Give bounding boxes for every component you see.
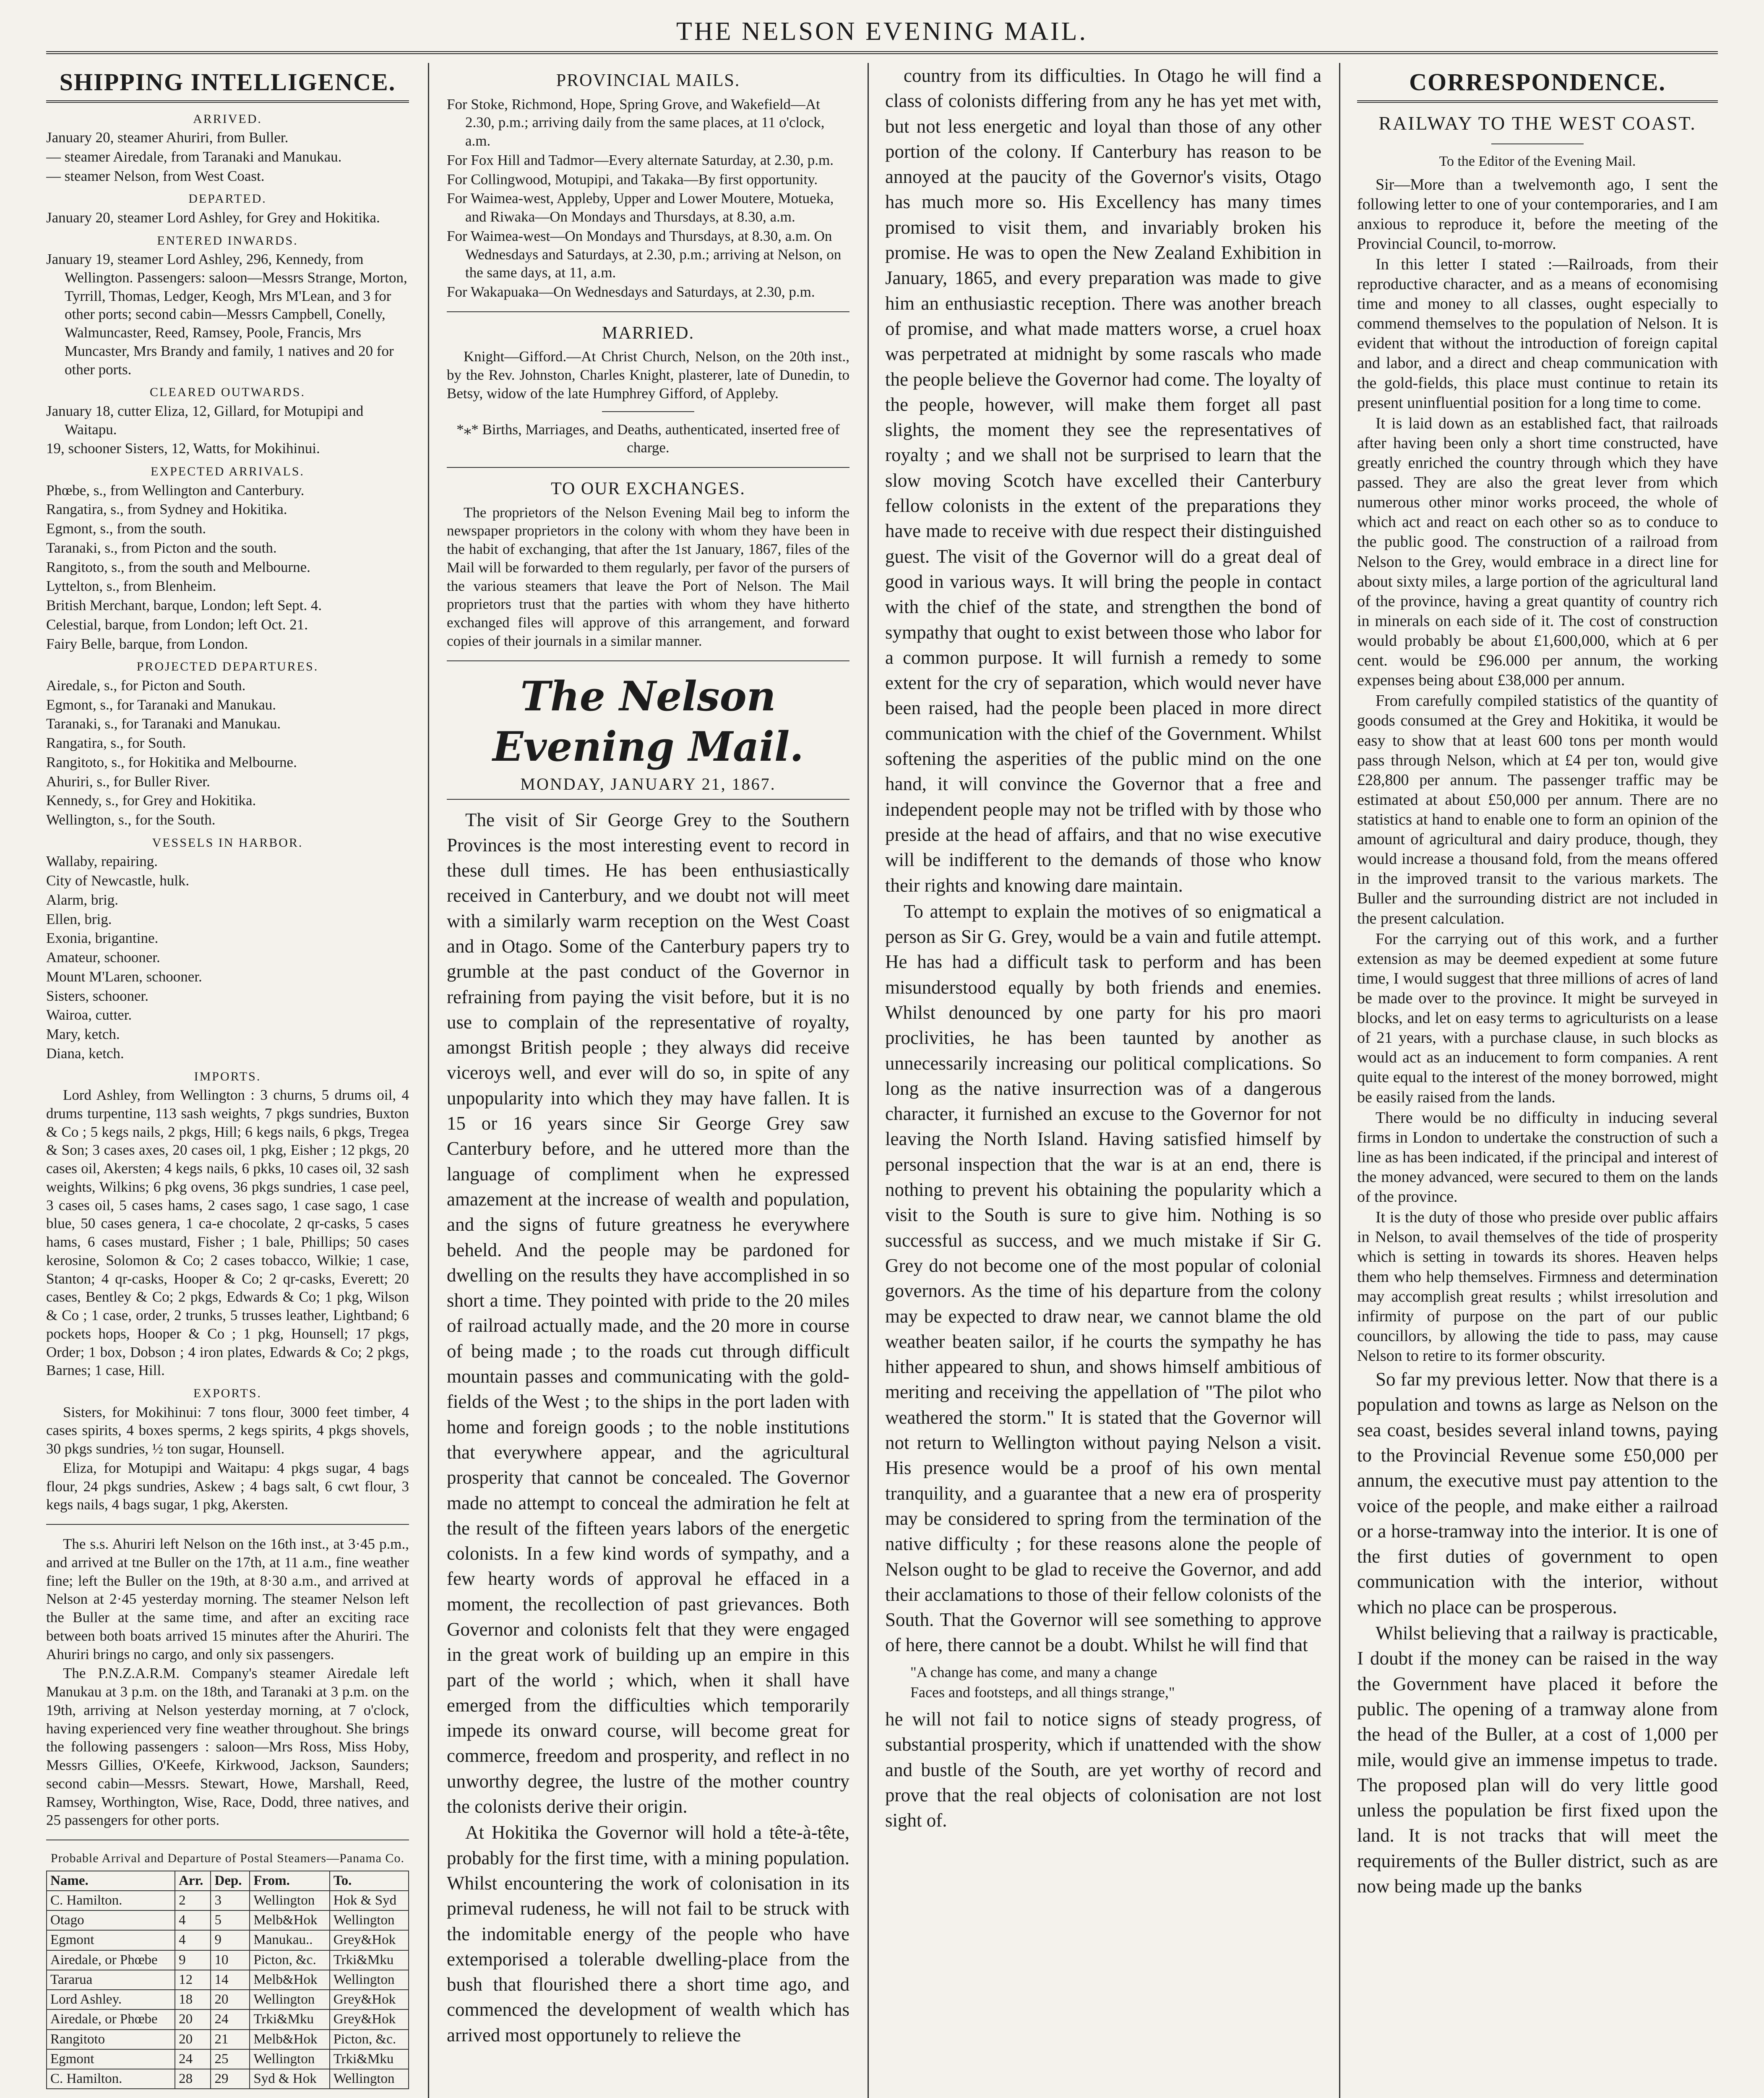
schedule-cell-arr: 20 bbox=[175, 2030, 211, 2049]
arrived-item: — steamer Nelson, from West Coast. bbox=[46, 167, 265, 184]
entered-list bbox=[46, 250, 409, 378]
harbor-item: Alarm, brig. bbox=[46, 891, 119, 908]
column-correspondence bbox=[1357, 63, 1718, 2098]
projected-item: Egmont, s., for Taranaki and Manukau. bbox=[46, 696, 276, 713]
harbor-item: Wairoa, cutter. bbox=[46, 1007, 132, 1023]
schedule-cell-arr: 24 bbox=[175, 2049, 211, 2069]
schedule-body bbox=[47, 1891, 409, 2089]
expected-item: Fairy Belle, barque, from London. bbox=[46, 635, 248, 652]
harbor-item: Wallaby, repairing. bbox=[46, 853, 158, 870]
heading-rule bbox=[1357, 100, 1718, 105]
imports-heading: IMPORTS. bbox=[194, 1069, 261, 1083]
schedule-cell-arr: 4 bbox=[175, 1910, 211, 1930]
schedule-row bbox=[47, 1910, 409, 1930]
projected-item: Kennedy, s., for Grey and Hokitika. bbox=[46, 792, 256, 809]
harbor-item: Amateur, schooner. bbox=[46, 949, 160, 965]
expected-list bbox=[46, 481, 409, 653]
letter-continuation bbox=[1357, 1367, 1718, 1899]
schedule-cell-to: Trki&Mku bbox=[330, 1950, 409, 1970]
provincial-list bbox=[447, 95, 849, 301]
exports-item: Eliza, for Motupipi and Waitapu: 4 pkgs sugar, 4 bags flour, 24 pkgs sundries, Askew ; 4 bags salt, 6 cwt flour, 3 kegs nails, 4 bags sugar, 1 pkg, Akersten. bbox=[46, 1459, 409, 1513]
schedule-cell-to: Wellington bbox=[330, 2069, 409, 2089]
section-rule bbox=[447, 799, 849, 800]
arrived-list bbox=[46, 128, 409, 185]
expected-item: Taranaki, s., from Picton and the south. bbox=[46, 539, 277, 556]
schedule-row bbox=[47, 1930, 409, 1950]
schedule-cell-arr: 2 bbox=[175, 1891, 211, 1910]
expected-item: Egmont, s., from the south. bbox=[46, 520, 206, 537]
projected-item: Rangitoto, s., for Hokitika and Melbourne. bbox=[46, 754, 297, 770]
schedule-cell-from: Picton, &c. bbox=[250, 1950, 329, 1970]
column-divider bbox=[428, 63, 429, 2098]
married-heading: MARRIED. bbox=[602, 323, 695, 343]
schedule-cell-arr: 4 bbox=[175, 1930, 211, 1950]
schedule-header-dep: Dep. bbox=[211, 1871, 250, 1891]
schedule-cell-arr: 18 bbox=[175, 1990, 211, 2009]
schedule-cell-dep: 20 bbox=[211, 1990, 250, 2009]
section-rule bbox=[447, 467, 849, 468]
column-provincial bbox=[447, 63, 849, 2098]
schedule-cell-from: Wellington bbox=[250, 1891, 329, 1910]
schedule-cell-name: Otago bbox=[47, 1910, 175, 1930]
schedule-cell-to: Hok & Syd bbox=[330, 1891, 409, 1910]
exports-item: Sisters, for Mokihinui: 7 tons flour, 3000 feet timber, 4 cases spirits, 4 boxes sperms, 2 kegs spirits, 4 pkgs shovels, 30 pkgs sundries, ½ ton sugar, Hounsell. bbox=[46, 1404, 409, 1457]
schedule-cell-name: Egmont bbox=[47, 1930, 175, 1950]
provincial-item: For Waimea-west—On Mondays and Thursdays, at 8.30, a.m. On Wednesdays and Saturdays, at 2.30, p.m.; arriving at Nelson, on the same days, at 11, a.m. bbox=[447, 227, 842, 281]
schedule-cell-arr: 28 bbox=[175, 2069, 211, 2089]
shipping-paragraph: The s.s. Ahuriri left Nelson on the 16th inst., at 3·45 p.m., and arrived at tne Buller on the 17th, at 11 a.m., fine weather fine; left the Buller on the 19th, at 8·30 a.m., and arrived at Nelson at 2·45 yesterday morning. The steamer Nelson left the Buller at the same time, and after an exciting race between both boats arrived 15 minutes after the Ahuriri. The Ahuriri brings no cargo, and only six passengers. bbox=[46, 1536, 409, 1662]
schedule-cell-to: Grey&Hok bbox=[330, 1990, 409, 2009]
quote-line: "A change has come, and many a change bbox=[910, 1663, 1157, 1680]
provincial-item: For Fox Hill and Tadmor—Every alternate Saturday, at 2.30, p.m. bbox=[447, 151, 834, 168]
schedule-cell-name: Tararua bbox=[47, 1970, 175, 1990]
letter-paragraph: There would be no difficulty in inducing several firms in London to undertake the construction of such a line as has been indicated, if the principal and interest of the money advanced, were secured to them on the lands of the province. bbox=[1357, 1109, 1718, 1206]
schedule-cell-from: Syd & Hok bbox=[250, 2069, 329, 2089]
schedule-row bbox=[47, 2030, 409, 2049]
projected-item: Airedale, s., for Picton and South. bbox=[46, 677, 246, 694]
provincial-item: For Waimea-west, Appleby, Upper and Lower Moutere, Motueka, and Riwaka—On Mondays and Thursdays, at 8.30, a.m. bbox=[447, 190, 834, 225]
harbor-heading: VESSELS IN HARBOR. bbox=[152, 835, 303, 850]
schedule-row bbox=[47, 2009, 409, 2029]
projected-heading: PROJECTED DEPARTURES. bbox=[136, 660, 319, 674]
schedule-cell-to: Grey&Hok bbox=[330, 1930, 409, 1950]
editorial-paragraph: The visit of Sir George Grey to the Southern Provinces is the most interesting event to record in these dull times. He has been enthusiastically received in Canterbury, and we doubt not will meet with a similarly warm reception on the West Coast and in Otago. Some of the Canterbury papers try to grumble at the past conduct of the Governor in refraining from paying the visit before, but it is no use to complain of the representative of royalty, amongst British people ; they always did receive viceroys well, and ever will do so, in spite of any unpopularity into which they may have fallen. It is 15 or 16 years since Sir George Grey saw Canterbury before, and he uttered more than the language of compliment when he expressed amazement at the increase of wealth and population, and the signs of future greatness he everywhere beheld. And the people may be pardoned for dwelling on the results they have accomplished in so short a time. They pointed with pride to the 20 miles of railroad actually made, and the 20 more in course of being made ; to the roads cut through difficult mountain passes and communicating with the gold-fields of the West ; to the ships in the port laden with home and foreign goods ; to the noble institutions that everywhere appear, and the agricultural prosperity that cannot be concealed. The Governor made no attempt to conceal the admiration he felt at the result of the fifteen years labors of the energetic colonists. In a few kind words of sympathy, and a few hearty words of approval he effaced in a moment, the recollection of past grievances. Both Governor and colonists felt that they were engaged in the great work of building up an empire in this part of the world ; which, when it shall have emerged from the difficulties which temporarily impede its onward course, will become great for commerce, freedom and prosperity, and reflect in no unworthy degree, the lustre of the mother country the colonists derive their origin. bbox=[447, 809, 849, 1817]
letter-paragraph: Sir—More than a twelvemonth ago, I sent the following letter to one of your contemporaries, and I am anxious to reproduce it, before the meeting of the Provincial Council, to-morrow. bbox=[1357, 175, 1718, 253]
letter-paragraph: It is laid down as an established fact, that railroads after having been only a short time constructed, have greatly enriched the country through which they have passed. They are also the great lever from which numerous other minor works proceed, the whole of which act and react on each other so as to conduce to the public good. The construction of a railroad from Nelson to the Grey, would embrace in a direct line for about sixty miles, a large portion of the agricultural land of the province, having a great quantity of country rich in minerals on each side of it. The cost of construction would probably be about £1,600,000, which at 6 per cent. would be £96.000 per annum, the working expenses being about £38,000 per annum. bbox=[1357, 414, 1718, 689]
schedule-cell-from: Melb&Hok bbox=[250, 2030, 329, 2049]
projected-item: Rangatira, s., for South. bbox=[46, 735, 186, 751]
schedule-cell-from: Melb&Hok bbox=[250, 1910, 329, 1930]
schedule-cell-to: Grey&Hok bbox=[330, 2009, 409, 2029]
provincial-item: For Stoke, Richmond, Hope, Spring Grove, and Wakefield—At 2.30, p.m.; arriving daily from the same places, at 11 o'clock, a.m. bbox=[447, 96, 825, 149]
expected-item: Lyttelton, s., from Blenheim. bbox=[46, 578, 216, 595]
letter-paragraph: In this letter I stated :—Railroads, from their reproductive character, and as a means of economising time and money to all classes, ought especially to commend themselves to the population of Nelson. It is evident that without the introduction of foreign capital and labor, and a direct and cheap communication with the gold-fields, this place must continue to retain its present uninfluential position for a long time to come. bbox=[1357, 255, 1718, 412]
editorial-quote bbox=[885, 1662, 1321, 1702]
projected-list bbox=[46, 676, 409, 829]
correspondence-heading: CORRESPONDENCE. bbox=[1409, 68, 1666, 96]
expected-item: Celestial, barque, from London; left Oct. 21. bbox=[46, 616, 308, 633]
imports-text: Lord Ashley, from Wellington : 3 churns, 5 drums oil, 4 drums turpentine, 113 sash weights, 7 pkgs sundries, Buxton & Co ; 5 kegs nails, 2 pkgs, Hill; 6 kegs nails, 6 pkgs, Tregea & Son; 3 cases axes, 20 cases oil, 1 pkg, Eisher ; 12 pkgs, 20 cases oil, Akersten; 4 kegs nails, 6 pkks, 10 cases oil, 32 sash weights, Wilkins; 6 pkg ovens, 36 pkgs sundries, 1 case peel, 3 cases oil, 5 cases hams, 2 cases sago, 1 case sago, 1 case blue, 50 cases genera, 1 ca-e chocolate, 2 qr-casks, 5 cases hams, 6 cases mustard, Fisher ; 1 bale, Phillips; 50 cases kerosine, Solomon & Co; 2 cases tobacco, Wilkie; 1 case, Stanton; 4 qr-casks, Hooper & Co; 2 qr-casks, Everett; 20 cases, Bentley & Co; 2 pkgs, Edwards & Co; 1 pkg, Wilson & Co ; 1 case, order, 2 trunks, 5 trusses leather, Lightband; 6 pockets hops, Hooper & Co ; 1 pkg, Hounsell; 17 pkgs, Order; 1 box, Dobson ; 4 iron plates, Edwards & Co; 2 pkgs, Barnes; 1 case, Hill. bbox=[46, 1087, 409, 1379]
married-text: Knight—Gifford.—At Christ Church, Nelson, on the 20th inst., by the Rev. Johnston, Charles Knight, plasterer, late of Dunedin, to Betsy, widow of the late Humphrey Gifford, of Appleby. bbox=[447, 348, 849, 402]
arrived-item: January 20, steamer Ahuriri, from Buller. bbox=[46, 129, 289, 146]
schedule-title: Probable Arrival and Departure of Postal Steamers—Panama Co. bbox=[50, 1851, 405, 1865]
harbor-item: Mount M'Laren, schooner. bbox=[46, 968, 202, 985]
exports-list bbox=[46, 1403, 409, 1514]
schedule-cell-from: Wellington bbox=[250, 2049, 329, 2069]
schedule-cell-to: Picton, &c. bbox=[330, 2030, 409, 2049]
arrived-heading: ARRIVED. bbox=[193, 112, 262, 126]
editorial-date: MONDAY, JANUARY 21, 1867. bbox=[520, 774, 776, 793]
projected-item: Taranaki, s., for Taranaki and Manukau. bbox=[46, 715, 281, 732]
schedule-cell-to: Wellington bbox=[330, 1910, 409, 1930]
editorial-paragraph: At Hokitika the Governor will hold a tête-à-tête, probably for the first time, with a mining population. Whilst encountering the work of colonisation in its primeval rudeness, he will not fail to be struck with the indomitable energy of the people who have extemporised a tolerable dwelling-place from the bush that flourished there a short time ago, and commenced the development of wealth which has arrived most opportunely to relieve the bbox=[447, 1822, 849, 2046]
schedule-cell-name: Lord Ashley. bbox=[47, 1990, 175, 2009]
schedule-cell-to: Wellington bbox=[330, 1970, 409, 1990]
harbor-item: Diana, ketch. bbox=[46, 1045, 124, 1062]
schedule-cell-from: Wellington bbox=[250, 1990, 329, 2009]
married-note: *⁎* Births, Marriages, and Deaths, authenticated, inserted free of charge. bbox=[456, 421, 840, 456]
harbor-item: City of Newcastle, hulk. bbox=[46, 872, 190, 889]
expected-heading: EXPECTED ARRIVALS. bbox=[151, 464, 305, 478]
harbor-item: Exonia, brigantine. bbox=[46, 930, 159, 947]
section-rule bbox=[447, 311, 849, 312]
expected-item: British Merchant, barque, London; left Sept. 4. bbox=[46, 597, 322, 613]
provincial-heading: PROVINCIAL MAILS. bbox=[556, 71, 740, 90]
schedule-cell-dep: 14 bbox=[211, 1970, 250, 1990]
schedule-header-row bbox=[47, 1871, 409, 1891]
column-divider bbox=[1339, 63, 1340, 2098]
schedule-cell-arr: 20 bbox=[175, 2009, 211, 2029]
schedule-cell-from: Trki&Mku bbox=[250, 2009, 329, 2029]
editorial-paragraph: To attempt to explain the motives of so enigmatical a person as Sir G. Grey, would be a vain and futile attempt. He has had a difficult task to perform and has been misunderstood equally by both friends and enemies. Whilst denounced by one party for his pro maori proclivities, he has been taunted by another as unnecessarily increasing our political complications. So long as the native insurrection was of a dangerous character, it furnished an excuse to the Governor for not leaving the North Island. Having satisfied himself by personal inspection that the war is at an end, there is nothing to prevent his obtaining the popularity which a visit to the South is sure to give him. Nothing is so successful as success, and we much mistake if Sir G. Grey do not become one of the most popular of colonial governors. As the time of his departure from the colony may be expected to draw near, we cannot blame the old weather beaten sailor, if he courts the sympathy he has hither appeared to shun, and shows himself ambitious of meriting and receiving the appellation of "The pilot who weathered the storm." It is stated that the Governor will not return to Wellington without paying Nelson a visit. His presence would be a proof of his own mental tranquility, and a guarantee that a new era of prosperity may be considered to spring from the termination of the native difficulty ; for these reasons alone the people of Nelson ought to be glad to receive the Governor, and add their acclamations to those of their fellow colonists of the South. That the Governor will see something to approve of here, there cannot be a doubt. Whilst he will find that bbox=[885, 900, 1321, 1656]
schedule-cell-dep: 3 bbox=[211, 1891, 250, 1910]
schedule-cell-dep: 29 bbox=[211, 2069, 250, 2089]
exports-heading: EXPORTS. bbox=[193, 1386, 262, 1400]
correspondence-subtitle: RAILWAY TO THE WEST COAST. bbox=[1378, 112, 1696, 134]
letter-addressee: To the Editor of the Evening Mail. bbox=[1439, 154, 1636, 169]
editorial-paragraph: country from its difficulties. In Otago he will find a class of colonists differing from any he has yet met with, but not less energetic and loyal than those of any other portion of the colony. If Canterbury has reason to be annoyed at the paucity of the Governor's visits, Otago has much more so. His Excellency has many times promised to visit them, and invariably broken his promise. He was to open the New Zealand Exhibition in January, 1865, and every preparation was made to give him an enthusiastic reception. There was another breach of promise, and what made matters worse, a cruel hoax was perpetrated at midnight by some rascals who made the people believe the Governor had come. The loyalty of the people, however, will make them forget all past slights, the moment they see the representatives of royalty ; and we shall not be surprised to learn that the slow moving Scotch have excelled their Canterbury fellow colonists in the extent of the preparations they have made to receive with due respect their distinguished guest. The visit of the Governor will do a great deal of good in various ways. It will bring the people in contact with the chief of the state, and strengthen the bond of sympathy that ought to exist between those who labor for a common purpose. It will furnish a remedy to some extent for the cry of separation, which would never have been raised, had the people been placed in more direct communication with the chief of the Government. Whilst softening the asperities of the public mind on the one hand, it will convince the Governor that a free and independent people may not be trifled with by those who preside at the head of affairs, and that no wise executive will be indifferent to the demands of those who know their rights and knowing dare maintain. bbox=[885, 65, 1321, 896]
cleared-list bbox=[46, 402, 409, 458]
shipping-heading: SHIPPING INTELLIGENCE. bbox=[59, 68, 396, 96]
schedule-row bbox=[47, 1891, 409, 1910]
schedule-cell-name: Rangitoto bbox=[47, 2030, 175, 2049]
column-shipping bbox=[46, 63, 409, 2098]
schedule-row bbox=[47, 1950, 409, 1970]
letter-paragraph: From carefully compiled statistics of the quantity of goods consumed at the Grey and Hokitika, it would be easy to show that at least 600 tons per month would pass through Nelson, which at £4 per ton, would give £28,800 per annum. The passenger traffic may be estimated at about £50,000 per annum. There are no statistics at hand to enable one to form an opinion of the amount of agricultural and dairy produce, though, they would increase a thousand fold, from the means offered in the improved transit to the various markets. The Buller and the surrounding district are not included in the present calculation. bbox=[1357, 692, 1718, 927]
schedule-cell-arr: 12 bbox=[175, 1970, 211, 1990]
schedule-row bbox=[47, 1990, 409, 2009]
editorial-column-3 bbox=[885, 63, 1321, 1658]
letter-paragraph: It is the duty of those who preside over public affairs in Nelson, to avail themselves of the tide of prosperity which is setting in towards its shores. Heaven helps them who help themselves. Firmness and determination may accomplish great results ; whilst irresolution and infirmity of purpose on the part of our public councillors, by allowing the tide to pass, may cause Nelson to retire to its former obscurity. bbox=[1357, 1208, 1718, 1365]
schedule-cell-from: Manukau.. bbox=[250, 1930, 329, 1950]
harbor-item: Ellen, brig. bbox=[46, 911, 112, 927]
column-editorial bbox=[885, 63, 1321, 2098]
letter-paragraph: For the carrying out of this work, and a further extension as may be deemed expedient at some future time, I would suggest that three millions of acres of land be made over to the province. It might be surveyed in blocks, and let on easy terms to agriculturists on a lease of 21 years, with a purchase clause, in such blocks as would act as an inducement to form companies. A rent quite equal to the interest of the money borrowed, might be easily raised from the lands. bbox=[1357, 930, 1718, 1106]
editorial-masthead: The Nelson Evening Mail. bbox=[492, 672, 804, 770]
schedule-cell-dep: 5 bbox=[211, 1910, 250, 1930]
column-divider bbox=[868, 63, 869, 2098]
departed-list bbox=[46, 209, 409, 227]
masthead: THE NELSON EVENING MAIL. bbox=[676, 17, 1088, 46]
projected-item: Ahuriri, s., for Buller River. bbox=[46, 773, 210, 790]
editorial-closing: he will not fail to notice signs of steady progress, of substantial prosperity, which if unattended with the show and bustle of the South, are yet worthy of record and prove that the real objects of colonisation are not lost sight of. bbox=[885, 1709, 1321, 1831]
expected-item: Phœbe, s., from Wellington and Canterbury. bbox=[46, 482, 305, 498]
schedule-cell-name: C. Hamilton. bbox=[47, 1891, 175, 1910]
shipping-news bbox=[46, 1535, 409, 1829]
provincial-item: For Wakapuaka—On Wednesdays and Saturdays, at 2.30, p.m. bbox=[447, 284, 815, 300]
schedule-cell-dep: 24 bbox=[211, 2009, 250, 2029]
entered-item: January 19, steamer Lord Ashley, 296, Kennedy, from Wellington. Passengers: saloon—Messrs Strange, Morton, Tyrrill, Thomas, Ledger, Keogh, Mrs M'Lean, and 3 for other ports; second cabin—Messrs Campbell, Conelly, Walmuncaster, Reed, Ramsey, Poole, Francis, Mrs Muncaster, Mrs Brandy and family, 1 natives and 20 for other ports. bbox=[46, 251, 407, 378]
schedule-cell-dep: 9 bbox=[211, 1930, 250, 1950]
schedule-cell-dep: 21 bbox=[211, 2030, 250, 2049]
schedule-header-arr: Arr. bbox=[175, 1871, 211, 1891]
schedule-table bbox=[46, 1871, 409, 2090]
section-rule bbox=[46, 1524, 409, 1525]
masthead-rule bbox=[46, 51, 1718, 57]
letter-paragraph: So far my previous letter. Now that there is a population and towns as large as Nelson on the sea coast, besides several inland towns, paying to the Provincial Revenue some £50,000 per annum, the executive must pay attention to the voice of the people, and make either a railroad or a horse-tramway into the interior. It is one of the first duties of government to open communication with the interior, without which no place can be prosperous. bbox=[1357, 1369, 1718, 1618]
schedule-row bbox=[47, 2069, 409, 2089]
entered-heading: ENTERED INWARDS. bbox=[157, 233, 298, 248]
schedule-cell-from: Melb&Hok bbox=[250, 1970, 329, 1990]
exchanges-text: The proprietors of the Nelson Evening Mail beg to inform the newspaper proprietors in the colony with whom they have been in the habit of exchanging, that after the 1st January, 1867, files of the Mail will be forwarded to them regularly, per favor of the pursers of the various steamers that leave the Port of Nelson. The Mail proprietors trust that the parties with whom they have hitherto exchanged files will approve of this arrangement, and forward copies of their journals in a similar manner. bbox=[447, 504, 849, 649]
heading-rule bbox=[46, 100, 409, 105]
schedule-row bbox=[47, 2049, 409, 2069]
short-rule bbox=[602, 411, 694, 412]
projected-item: Wellington, s., for the South. bbox=[46, 812, 216, 828]
schedule-cell-dep: 10 bbox=[211, 1950, 250, 1970]
schedule-header-from: From. bbox=[250, 1871, 329, 1891]
shipping-paragraph: The P.N.Z.A.R.M. Company's steamer Airedale left Manukau at 3 p.m. on the 18th, and Taranaki at 3 p.m. on the 19th, arriving at Nelson yesterday morning, at 7 o'clock, having experienced very fine weather throughout. She brings the following passengers : saloon—Mrs Ross, Miss Hoby, Messrs Gillies, O'Keefe, Kirkwood, Jackson, Saunders; second cabin—Messrs. Stewart, Howe, Marshall, Reed, Ramsey, Worthington, Wise, Race, Dodd, three natives, and 25 passengers for other ports. bbox=[46, 1665, 409, 1829]
expected-item: Rangatira, s., from Sydney and Hokitika. bbox=[46, 501, 287, 518]
cleared-heading: CLEARED OUTWARDS. bbox=[150, 385, 305, 399]
arrived-item: — steamer Airedale, from Taranaki and Manukau. bbox=[46, 148, 342, 165]
section-rule bbox=[447, 660, 849, 661]
schedule-cell-dep: 25 bbox=[211, 2049, 250, 2069]
schedule-header-name: Name. bbox=[47, 1871, 175, 1891]
harbor-item: Sisters, schooner. bbox=[46, 987, 149, 1004]
harbor-list bbox=[46, 852, 409, 1062]
schedule-cell-name: Egmont bbox=[47, 2049, 175, 2069]
editorial-column-2 bbox=[447, 807, 849, 2048]
departed-heading: DEPARTED. bbox=[188, 192, 267, 206]
departed-item: January 20, steamer Lord Ashley, for Grey and Hokitika. bbox=[46, 209, 380, 226]
quote-line: Faces and footsteps, and all things strange," bbox=[910, 1683, 1175, 1701]
schedule-header-to: To. bbox=[330, 1871, 409, 1891]
expected-item: Rangitoto, s., from the south and Melbourne. bbox=[46, 558, 310, 575]
cleared-item: 19, schooner Sisters, 12, Watts, for Mokihinui. bbox=[46, 440, 320, 457]
letter-body bbox=[1357, 175, 1718, 1366]
schedule-row bbox=[47, 1970, 409, 1990]
letter-paragraph: Whilst believing that a railway is practicable, I doubt if the money can be raised in the way the Government have placed it before the public. The opening of a tramway alone from the head of the Buller, at a cost of 1,000 per mile, would give an immense impetus to trade. The proposed plan will do very little good unless the population be first fixed upon the land. It is not tracks that will meet the requirements of the Buller district, such as are now being made up the banks bbox=[1357, 1623, 1718, 1897]
exchanges-heading: TO OUR EXCHANGES. bbox=[551, 479, 745, 498]
cleared-item: January 18, cutter Eliza, 12, Gillard, for Motupipi and Waitapu. bbox=[46, 402, 364, 438]
schedule-cell-name: Airedale, or Phœbe bbox=[47, 1950, 175, 1970]
schedule-cell-name: C. Hamilton. bbox=[47, 2069, 175, 2089]
harbor-item: Mary, ketch. bbox=[46, 1026, 120, 1042]
schedule-cell-name: Airedale, or Phœbe bbox=[47, 2009, 175, 2029]
schedule-cell-arr: 9 bbox=[175, 1950, 211, 1970]
provincial-item: For Collingwood, Motupipi, and Takaka—By first opportunity. bbox=[447, 171, 818, 188]
schedule-cell-to: Trki&Mku bbox=[330, 2049, 409, 2069]
